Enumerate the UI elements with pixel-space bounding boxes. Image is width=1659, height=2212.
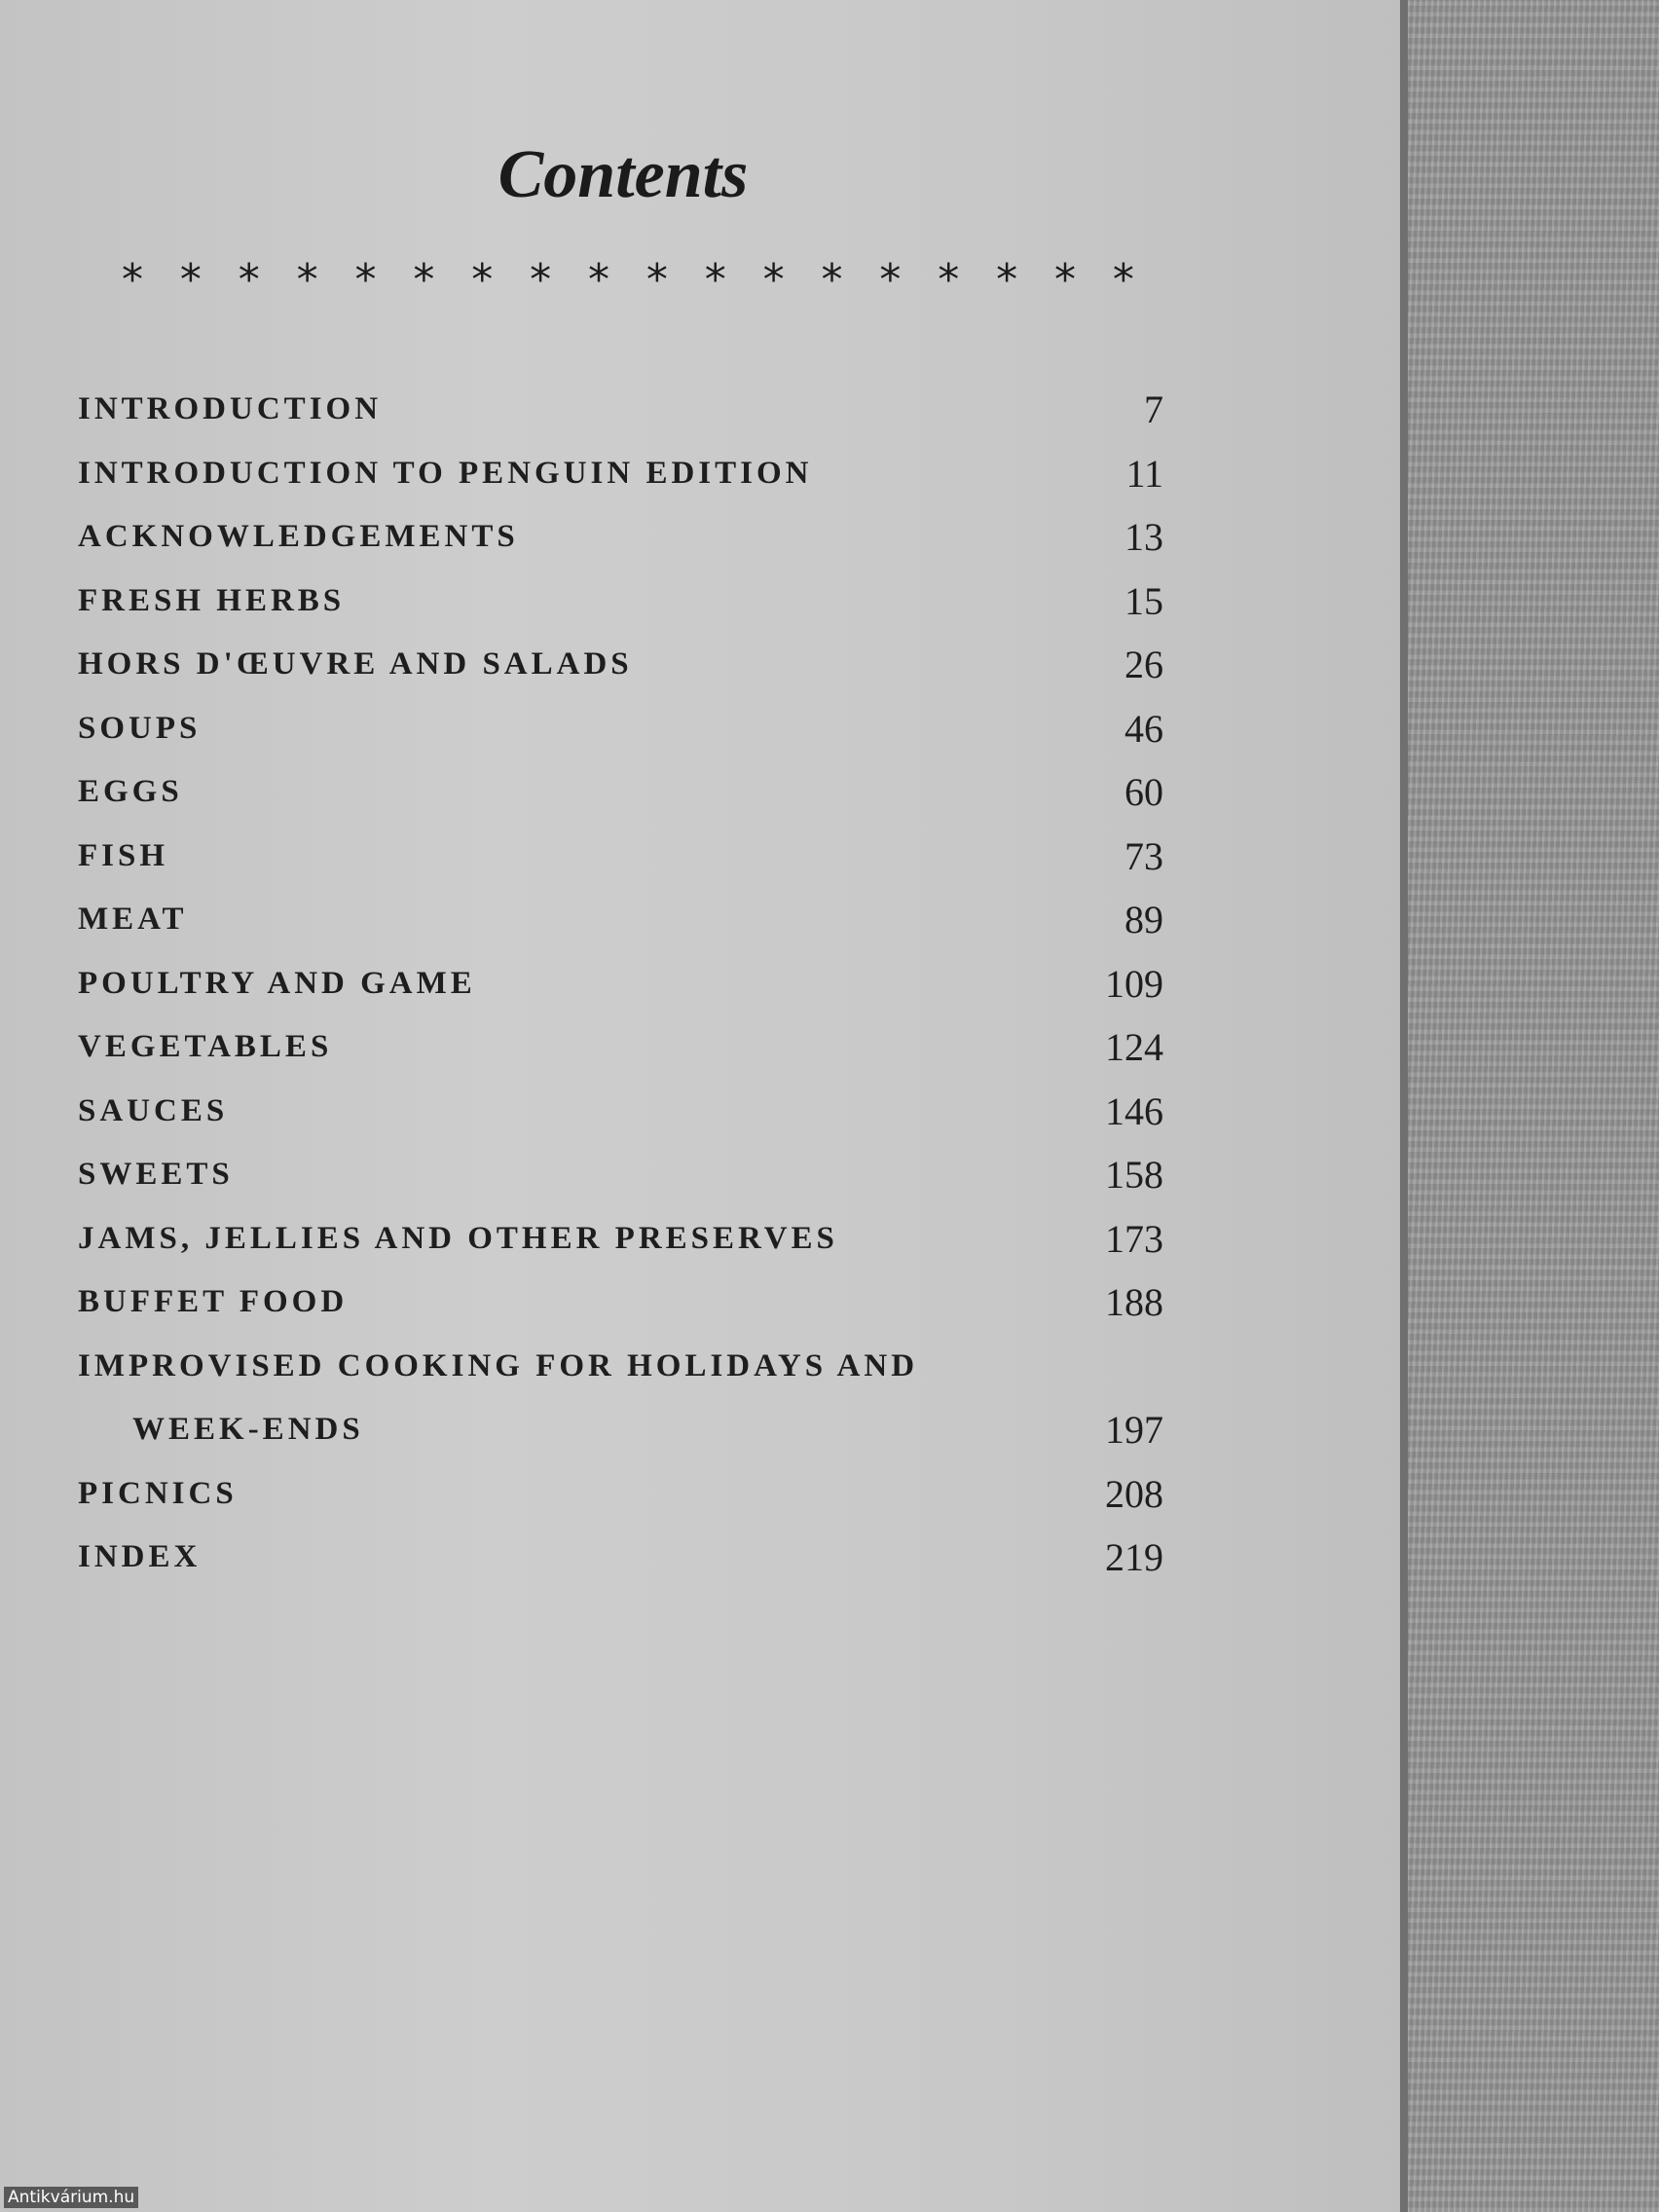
asterisk-icon: * — [588, 255, 609, 305]
contents-title: Contents — [498, 137, 749, 212]
toc-entry-title: POULTRY AND GAME — [78, 965, 476, 1001]
asterisk-icon: * — [938, 255, 960, 305]
toc-entry-picnics — [78, 1462, 1163, 1527]
toc-entry-acknowledgements — [78, 505, 1163, 570]
toc-entry-hors-doeuvre — [78, 633, 1163, 697]
toc-entry-page: 124 — [1105, 1025, 1163, 1069]
asterisk-ornament — [122, 255, 1134, 305]
toc-entry-title: VEGETABLES — [78, 1029, 333, 1064]
toc-entry-page: 173 — [1105, 1216, 1163, 1261]
toc-entry-title: INTRODUCTION — [78, 391, 383, 426]
toc-entry-page: 109 — [1105, 961, 1163, 1006]
toc-entry-title: SAUCES — [78, 1092, 229, 1128]
toc-entry-page: 60 — [1124, 770, 1163, 814]
asterisk-icon: * — [879, 255, 902, 305]
toc-entry-title: EGGS — [78, 774, 183, 809]
toc-entry-title: INDEX — [78, 1539, 202, 1574]
asterisk-icon: * — [821, 255, 843, 305]
toc-entry-index — [78, 1526, 1163, 1590]
toc-entry-vegetables — [78, 1015, 1163, 1080]
toc-entry-soups — [78, 697, 1163, 761]
asterisk-icon: * — [471, 255, 494, 305]
toc-entry-introduction-penguin — [78, 442, 1163, 506]
toc-entry-title: FRESH HERBS — [78, 582, 346, 618]
toc-entry-title: ACKNOWLEDGEMENTS — [78, 519, 519, 554]
page-edge — [1400, 0, 1408, 2212]
toc-entry-page: 15 — [1124, 578, 1163, 623]
asterisk-icon: * — [179, 255, 202, 305]
toc-entry-improvised-cooking — [78, 1335, 1163, 1462]
toc-entry-page: 219 — [1105, 1535, 1163, 1579]
toc-entry-sweets — [78, 1143, 1163, 1207]
table-of-contents — [78, 378, 1163, 1590]
asterisk-icon: * — [704, 255, 726, 305]
toc-entry-title: SOUPS — [78, 710, 202, 746]
toc-entry-eggs — [78, 760, 1163, 825]
toc-entry-jams-jellies — [78, 1207, 1163, 1272]
asterisk-icon: * — [413, 255, 435, 305]
asterisk-icon: * — [122, 255, 143, 305]
asterisk-icon: * — [645, 255, 668, 305]
toc-entry-page: 26 — [1124, 643, 1163, 686]
toc-entry-title-line2: WEEK-ENDS — [132, 1412, 364, 1447]
toc-entry-page: 188 — [1105, 1280, 1163, 1324]
toc-entry-page: 208 — [1105, 1471, 1163, 1516]
toc-entry-title: PICNICS — [78, 1475, 238, 1511]
toc-entry-page: 46 — [1124, 706, 1163, 751]
asterisk-icon: * — [762, 255, 785, 305]
toc-entry-title: JAMS, JELLIES AND OTHER PRESERVES — [78, 1220, 838, 1256]
asterisk-icon: * — [238, 255, 260, 305]
toc-entry-page: 11 — [1125, 451, 1163, 496]
toc-entry-page: 13 — [1124, 515, 1163, 559]
toc-entry-fish — [78, 825, 1163, 889]
toc-entry-page: 89 — [1124, 898, 1163, 941]
asterisk-icon: * — [1054, 255, 1076, 305]
toc-entry-buffet-food — [78, 1271, 1163, 1335]
toc-entry-title — [78, 1335, 983, 1462]
toc-entry-meat — [78, 888, 1163, 952]
asterisk-icon: * — [530, 255, 552, 305]
toc-entry-title: HORS D'ŒUVRE AND SALADS — [78, 646, 633, 682]
toc-entry-page: 7 — [1144, 387, 1163, 431]
toc-entry-title-line1: IMPROVISED COOKING FOR HOLIDAYS AND — [78, 1347, 919, 1383]
source-watermark: Antikvárium.hu — [4, 2187, 138, 2208]
background-surface — [1408, 0, 1659, 2212]
toc-entry-title: MEAT — [78, 902, 188, 937]
toc-entry-introduction — [78, 378, 1163, 442]
asterisk-icon: * — [996, 255, 1018, 305]
toc-entry-sauces — [78, 1080, 1163, 1144]
toc-entry-title: SWEETS — [78, 1157, 234, 1192]
asterisk-icon: * — [354, 255, 377, 305]
asterisk-icon: * — [1112, 255, 1134, 305]
toc-entry-poultry-and-game — [78, 952, 1163, 1016]
toc-entry-page: 73 — [1124, 833, 1163, 878]
toc-entry-page: 197 — [1105, 1408, 1163, 1452]
toc-entry-fresh-herbs — [78, 570, 1163, 634]
toc-entry-page: 158 — [1105, 1153, 1163, 1197]
toc-entry-title: FISH — [78, 837, 169, 873]
asterisk-icon: * — [296, 255, 318, 305]
toc-entry-page: 146 — [1105, 1088, 1163, 1133]
toc-entry-title: INTRODUCTION TO PENGUIN EDITION — [78, 455, 813, 491]
toc-entry-title: BUFFET FOOD — [78, 1284, 349, 1319]
